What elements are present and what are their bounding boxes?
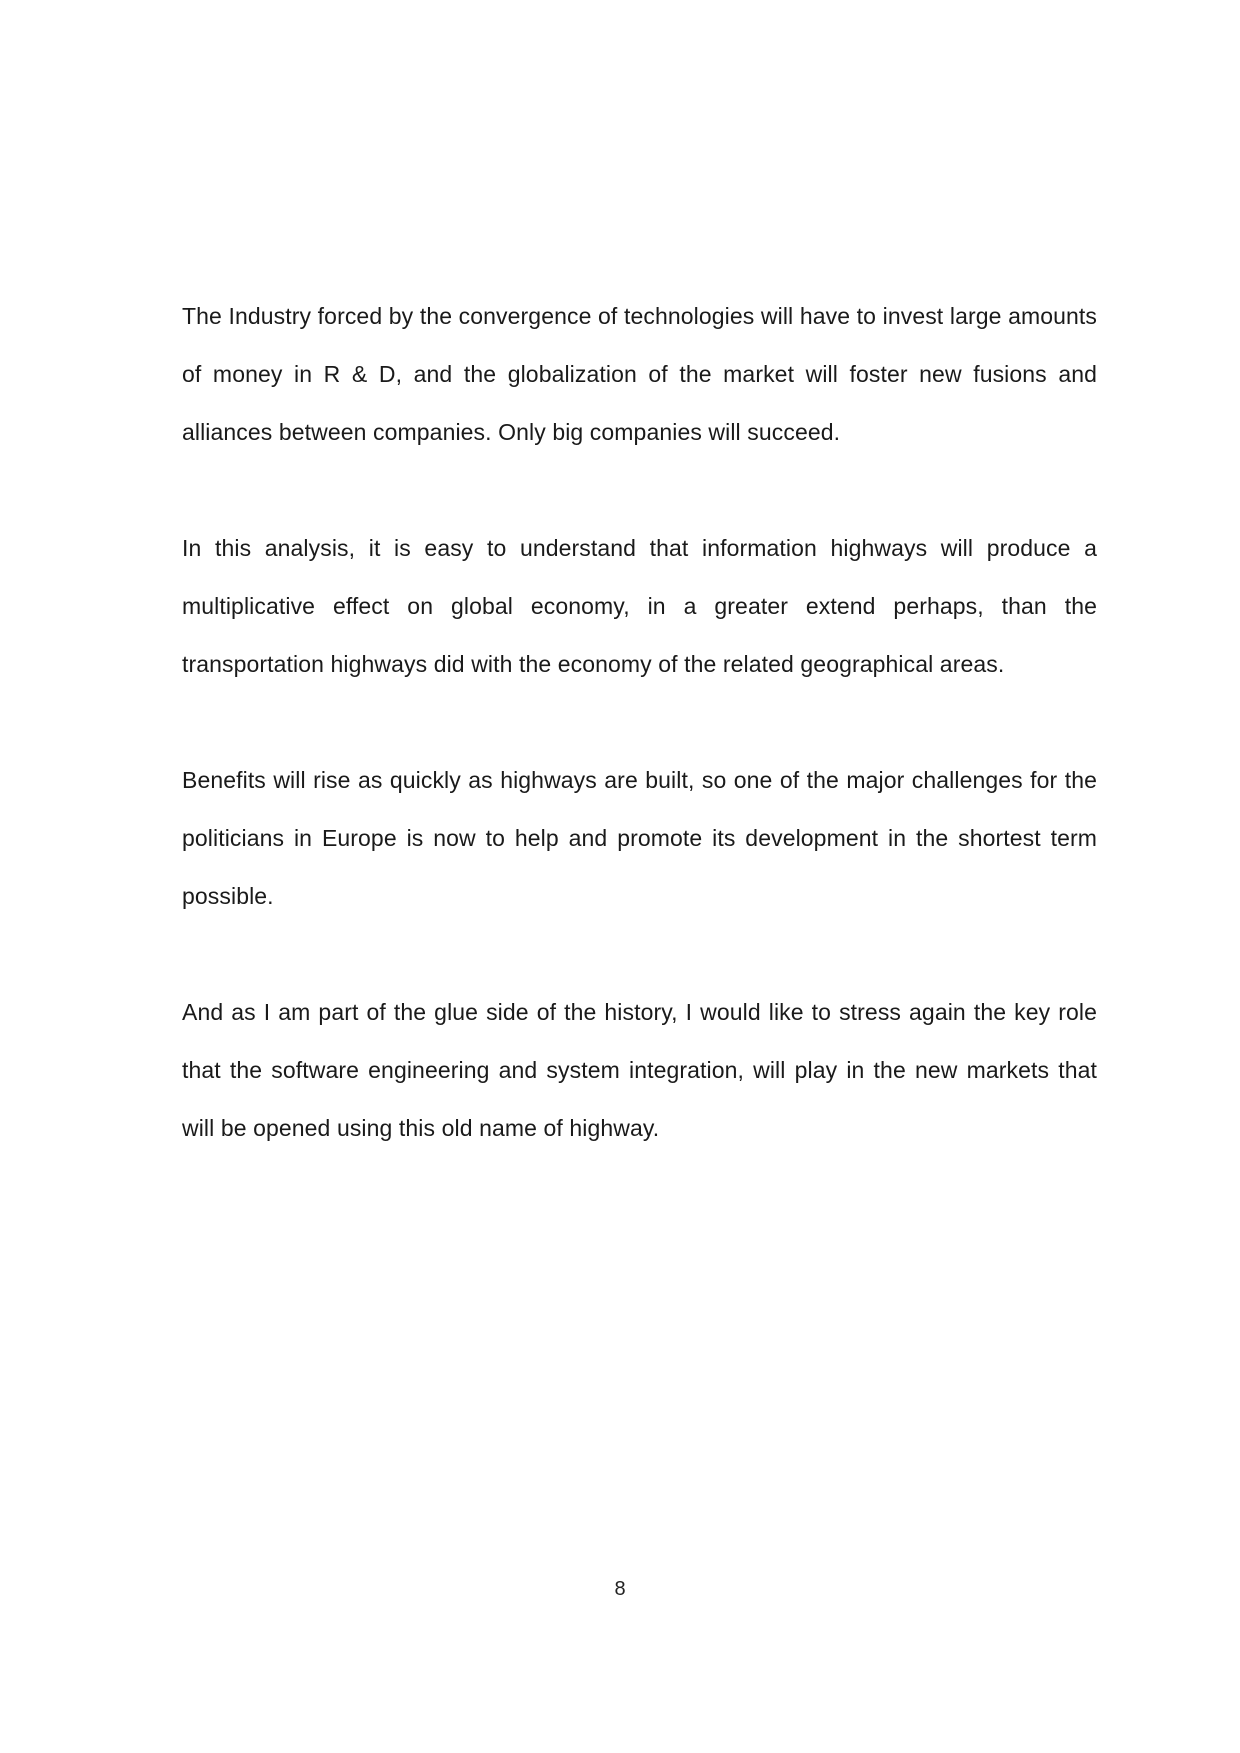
page-number: 8 <box>614 1578 626 1600</box>
paragraph-benefits: Benefits will rise as quickly as highways are built, so one of the major challenges for the politicians in Europe is now to help and promote its development in the shortest term possible. <box>182 767 1097 909</box>
body-text <box>182 287 1097 1157</box>
paragraph-industry-convergence: The Industry forced by the convergence of technologies will have to invest large amounts of money in R & D, and the globalization of the market will foster new fusions and alliances between companies. Only big companies will succeed. <box>182 303 1097 445</box>
paragraph-software-engineering: And as I am part of the glue side of the history, I would like to stress again the key role that the software engineering and system integration, will play in the new markets that will be opened using this old name of highway. <box>182 999 1097 1141</box>
paragraph-information-highways: In this analysis, it is easy to understand that information highways will produce a multiplicative effect on global economy, in a greater extend perhaps, than the transportation highways did with the economy of the related geographical areas. <box>182 535 1097 677</box>
